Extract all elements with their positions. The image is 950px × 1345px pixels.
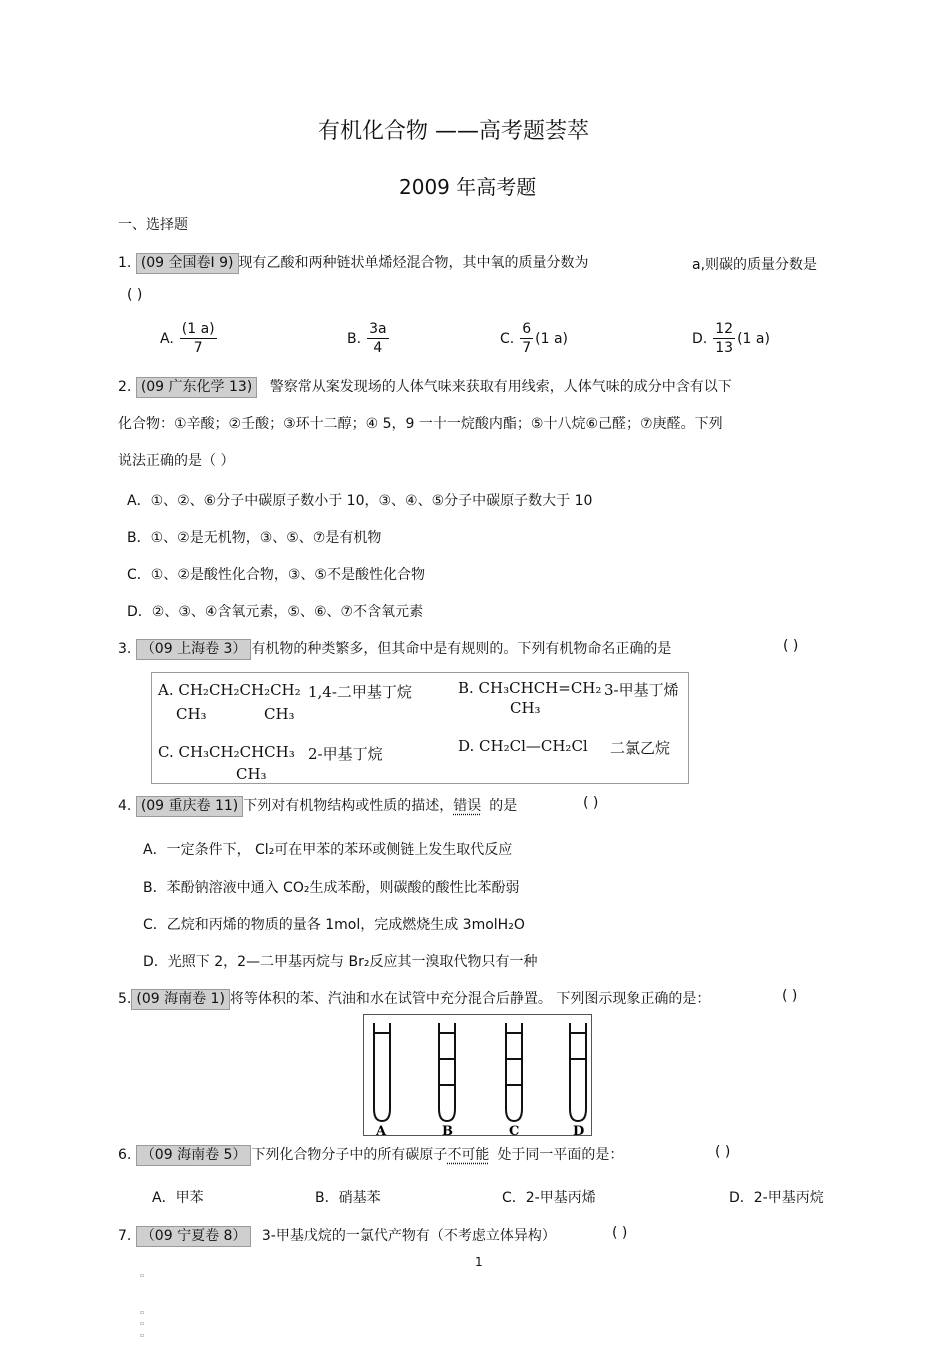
- source-tag: （09 宁夏卷 8）: [136, 1226, 252, 1247]
- option-a: A．甲苯: [152, 1190, 204, 1206]
- question-text: 将等体积的苯、汽油和水在试管中充分混合后静置。 下列图示现象正确的是：: [229, 991, 711, 1007]
- question-number: 3.: [118, 641, 132, 657]
- formula-d: D. CH₂Cl—CH₂Cl: [458, 737, 588, 755]
- tube-a: [374, 1023, 390, 1121]
- tube-b: [439, 1023, 455, 1121]
- question-6: [118, 1144, 623, 1166]
- denominator: 7: [522, 340, 532, 356]
- option-label: A.: [160, 330, 174, 347]
- answer-paren: ( ): [782, 988, 798, 1004]
- answer-paren: ( ): [612, 1225, 628, 1241]
- question-1-text-cont: a,则碳的质量分数是: [692, 257, 818, 273]
- question-3: [118, 638, 671, 660]
- question-number: 6.: [118, 1147, 132, 1163]
- question-2: [118, 376, 732, 398]
- margin-mark: ▫: [140, 1309, 145, 1316]
- emphasis-text: 错误: [453, 798, 482, 814]
- page-title: 有机化合物 ——高考题荟萃: [318, 119, 589, 144]
- question-2-line2: 化合物：①辛酸；②壬酸；③环十二醇；④ 5，9 一十一烷酸内酯；⑤十八烷⑥己醛；⑦庚醛。下列: [118, 416, 723, 432]
- formula-a-substituent-1: CH₃: [176, 705, 207, 723]
- question-text: 现有乙酸和两种链状单烯烃混合物，其中氧的质量分数为: [238, 255, 589, 271]
- tube-label-a: A: [376, 1124, 387, 1137]
- source-tag: (09 广东化学 13): [136, 377, 257, 398]
- option-b: B．硝基苯: [315, 1190, 381, 1206]
- formula-a: A. CH₂CH₂CH₂CH₂: [158, 681, 301, 699]
- formula-c: C. CH₃CH₂CHCH₃: [158, 743, 295, 761]
- option-b: B．①、②是无机物，③、⑤、⑦是有机物: [127, 530, 382, 546]
- option-a: A．①、②、⑥分子中碳原子数小于 10，③、④、⑤分子中碳原子数大于 10: [127, 493, 593, 509]
- fraction: [713, 320, 735, 357]
- tube-c: [506, 1023, 522, 1121]
- tube-label-d: D: [573, 1124, 585, 1137]
- question-1: [118, 252, 589, 274]
- option-c: C．2-甲基丙烯: [502, 1190, 596, 1206]
- source-tag: （09 海南卷 5）: [136, 1145, 252, 1166]
- option-d: [692, 320, 770, 357]
- margin-mark: ▫: [140, 1272, 145, 1279]
- formula-b-substituent: CH₃: [510, 699, 541, 717]
- tube-label-b: B: [442, 1124, 453, 1137]
- question-4: [118, 795, 517, 817]
- fraction: [367, 320, 389, 357]
- option-c: C．乙烷和丙烯的物质的量各 1mol，完成燃烧生成 3molH₂O: [143, 917, 525, 933]
- name-b: 3-甲基丁烯: [604, 681, 679, 699]
- source-tag: (09 海南卷 1): [131, 989, 230, 1010]
- section-heading: 一、选择题: [118, 217, 188, 233]
- answer-paren: ( ): [715, 1144, 731, 1160]
- source-tag: （09 上海卷 3）: [136, 639, 252, 660]
- question-7: [118, 1225, 556, 1247]
- numerator: 12: [715, 321, 734, 337]
- answer-paren: ( ): [783, 638, 799, 654]
- numerator: 3a: [369, 321, 387, 337]
- tube-d: [570, 1023, 586, 1121]
- question-5: [118, 988, 710, 1010]
- option-label: B.: [347, 330, 362, 347]
- question-text-end: 处于同一平面的是：: [497, 1147, 624, 1163]
- option-d: D．光照下 2，2—二甲基丙烷与 Br₂反应其一溴取代物只有一种: [143, 954, 538, 970]
- source-tag: (09 重庆卷 11): [136, 796, 243, 817]
- margin-mark: ▫: [140, 1320, 145, 1327]
- formula-a-substituent-2: CH₃: [264, 705, 295, 723]
- denominator: 13: [715, 340, 734, 356]
- option-b: B．苯酚钠溶液中通入 CO₂生成苯酚，则碳酸的酸性比苯酚弱: [143, 880, 520, 896]
- question-text: 下列对有机物结构或性质的描述，: [243, 798, 454, 814]
- margin-mark: ▫: [140, 1332, 145, 1339]
- question-text: 警察常从案发现场的人体气味来获取有用线索，人体气味的成分中含有以下: [269, 379, 732, 395]
- source-tag: (09 全国卷Ⅰ 9): [136, 253, 239, 274]
- page-number: 1: [475, 1255, 483, 1269]
- answer-paren: ( ): [583, 795, 599, 811]
- question-text-end: 的是: [489, 798, 518, 814]
- question-text: 下列化合物分子中的所有碳原子: [251, 1147, 448, 1163]
- option-d: D．②、③、④含氧元素，⑤、⑥、⑦不含氧元素: [127, 604, 424, 620]
- option-b: [347, 320, 391, 357]
- option-suffix: (1 a): [737, 330, 770, 347]
- test-tubes-figure: [363, 1014, 592, 1136]
- option-label: D.: [692, 330, 708, 347]
- page-subtitle: 2009 年高考题: [399, 175, 537, 199]
- fraction: [180, 320, 217, 357]
- question-number: 2.: [118, 379, 132, 395]
- question-number: 5.: [118, 991, 132, 1007]
- formula-c-substituent: CH₃: [236, 765, 267, 783]
- option-c: [500, 320, 568, 357]
- option-a: A．一定条件下， Cl₂可在甲苯的苯环或侧链上发生取代反应: [143, 842, 513, 858]
- question-number: 1.: [118, 255, 132, 271]
- numerator: (1 a): [181, 321, 215, 337]
- option-d: D．2-甲基丙烷: [729, 1190, 824, 1206]
- option-c: C．①、②是酸性化合物，③、⑤不是酸性化合物: [127, 567, 425, 583]
- option-suffix: (1 a): [535, 330, 569, 347]
- question-number: 4.: [118, 798, 132, 814]
- chem-structures-image: [151, 672, 689, 784]
- option-a: [160, 320, 219, 357]
- denominator: 4: [373, 340, 383, 356]
- question-number: 7.: [118, 1228, 132, 1244]
- test-tubes-svg: [364, 1015, 593, 1137]
- name-a: 1,4-二甲基丁烷: [308, 683, 412, 701]
- question-text: 有机物的种类繁多，但其命中是有规则的。下列有机物命名正确的是: [251, 641, 672, 657]
- formula-b: B. CH₃CHCH=CH₂: [458, 679, 602, 697]
- answer-paren: ( ): [127, 287, 143, 303]
- numerator: 6: [522, 321, 532, 337]
- denominator: 7: [193, 340, 203, 356]
- emphasis-text: 不可能: [447, 1147, 490, 1163]
- tube-label-c: C: [509, 1124, 520, 1137]
- question-2-line3: 说法正确的是（ ）: [118, 453, 235, 469]
- question-text: 3-甲基戊烷的一氯代产物有（不考虑立体异构）: [261, 1228, 556, 1244]
- name-d: 二氯乙烷: [610, 739, 671, 757]
- fraction: [520, 320, 533, 357]
- option-label: C.: [500, 330, 515, 347]
- name-c: 2-甲基丁烷: [308, 745, 383, 763]
